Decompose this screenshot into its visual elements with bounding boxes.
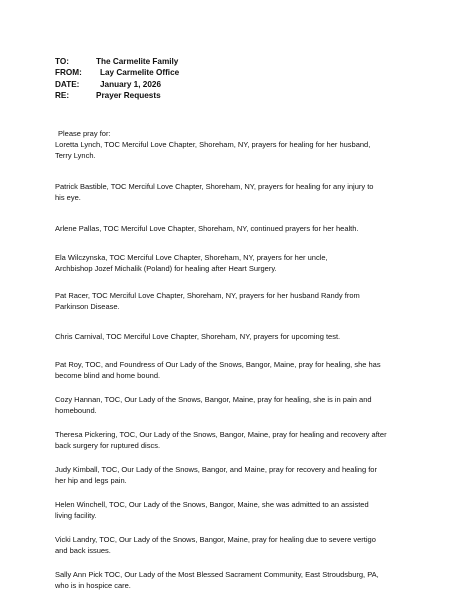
- request-line: become blind and home bound.: [55, 371, 161, 380]
- to-label: TO:: [55, 57, 69, 66]
- request-line: Helen Winchell, TOC, Our Lady of the Snows, Bangor, Maine, she was admitted to an assisted: [55, 500, 369, 509]
- prayer-request: [55, 139, 427, 161]
- request-line: Chris Carnival, TOC Merciful Love Chapter, Shoreham, NY, prayers for upcoming test.: [55, 332, 341, 341]
- prayer-request: [55, 252, 427, 274]
- re-label: RE:: [55, 91, 70, 101]
- re-value: Prayer Requests: [96, 91, 161, 101]
- request-line: Theresa Pickering, TOC, Our Lady of the Snows, Bangor, Maine, pray for healing and recovery after: [55, 430, 387, 439]
- prayer-request: [55, 394, 427, 416]
- to-value: The Carmelite Family: [96, 57, 179, 66]
- request-line: her hip and legs pain.: [55, 476, 127, 485]
- prayer-request: [55, 181, 427, 203]
- prayer-request: [55, 534, 427, 556]
- prayer-request: [55, 359, 427, 381]
- prayer-request: [55, 331, 427, 342]
- prayer-request: [55, 464, 427, 486]
- request-line: Sally Ann Pick TOC, Our Lady of the Most Blessed Sacrament Community, East Stroudsburg, PA,: [55, 570, 379, 579]
- request-line: Pat Roy, TOC, and Foundress of Our Lady of the Snows, Bangor, Maine, pray for healing, she has: [55, 360, 381, 369]
- request-line: Loretta Lynch, TOC Merciful Love Chapter, Shoreham, NY, prayers for healing for her husband,: [55, 140, 371, 149]
- memo-body: [55, 128, 425, 590]
- request-line: Judy Kimball, TOC, Our Lady of the Snows, Bangor, and Maine, pray for recovery and healing for: [55, 465, 377, 474]
- date-value: January 1, 2026: [100, 79, 161, 89]
- from-value: Lay Carmelite Office: [100, 68, 180, 78]
- request-line: Ela Wilczynska, TOC Merciful Love Chapter, Shoreham, NY, prayers for her uncle,: [55, 253, 328, 262]
- request-line: homebound.: [55, 406, 97, 415]
- date-label: DATE:: [55, 79, 80, 89]
- from-label: FROM:: [55, 68, 82, 78]
- request-line: living facility.: [55, 511, 97, 520]
- request-line: Pat Racer, TOC Merciful Love Chapter, Shoreham, NY, prayers for her husband Randy from: [55, 291, 360, 300]
- request-line: Terry Lynch.: [55, 151, 96, 160]
- intro-text: Please pray for:: [58, 129, 111, 138]
- request-line: and back issues.: [55, 546, 111, 555]
- prayer-request: [55, 223, 427, 234]
- request-line: who is in hospice care.: [55, 581, 131, 590]
- request-line: Arlene Pallas, TOC Merciful Love Chapter, Shoreham, NY, continued prayers for her health.: [55, 224, 359, 233]
- prayer-request: [55, 429, 427, 451]
- request-line: Parkinson Disease.: [55, 302, 120, 311]
- prayer-request: [55, 499, 427, 521]
- request-line: Vicki Landry, TOC, Our Lady of the Snows, Bangor, Maine, pray for healing due to severe vertigo: [55, 535, 376, 544]
- prayer-request: [55, 569, 427, 591]
- request-line: Patrick Bastible, TOC Merciful Love Chapter, Shoreham, NY, prayers for healing for any injury to: [55, 182, 374, 191]
- request-line: Cozy Hannan, TOC, Our Lady of the Snows, Bangor, Maine, pray for healing, she is in pain and: [55, 395, 372, 404]
- prayer-request: [55, 290, 427, 312]
- request-line: his eye.: [55, 193, 81, 202]
- request-line: Archbishop Jozef Michalik (Poland) for healing after Heart Surgery.: [55, 264, 277, 273]
- request-line: back surgery for ruptured discs.: [55, 441, 161, 450]
